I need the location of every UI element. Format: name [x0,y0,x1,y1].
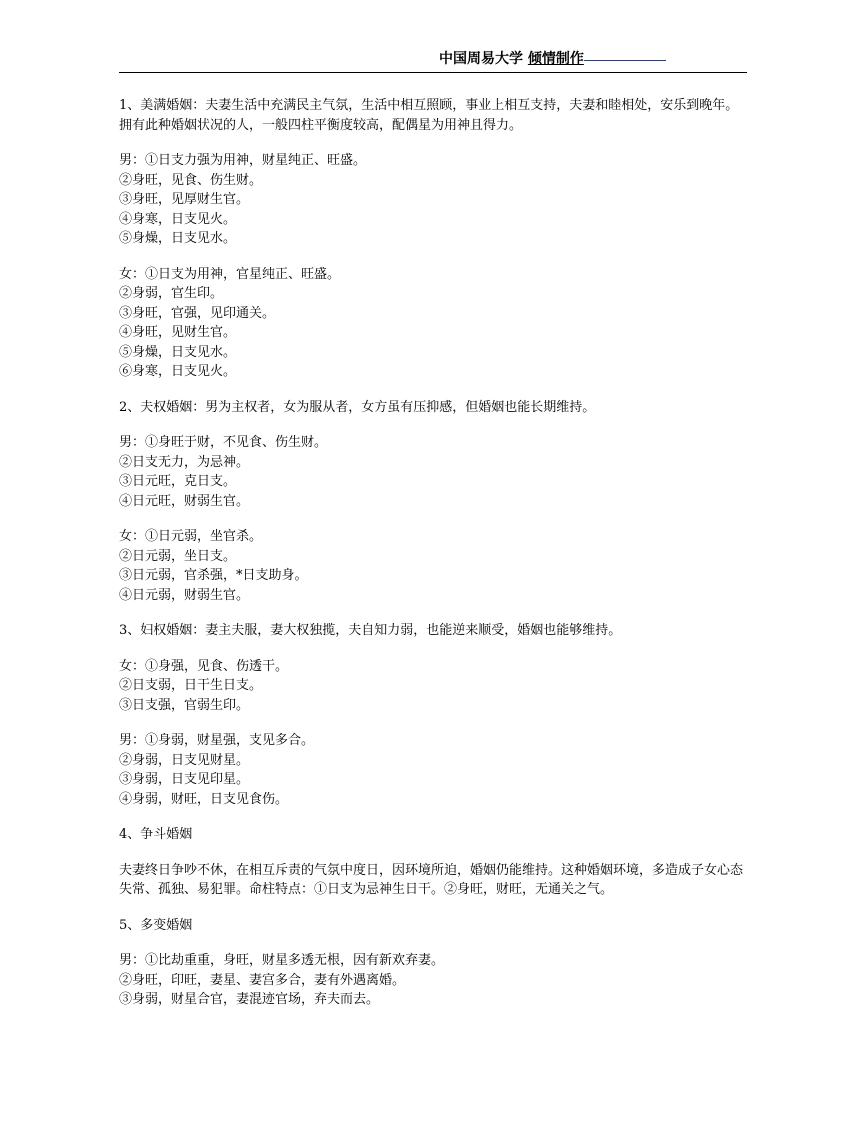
s1-female-line-1: 女：①日支为用神，官星纯正、旺盛。 [119,266,341,282]
s1-female-line-5: ⑤身燥，日支见水。 [119,344,237,360]
s1-female-line-2: ②身弱，官生印。 [119,286,224,301]
spacer [119,249,747,265]
s3-female-line-3: ③日支强，官弱生印。 [119,697,250,713]
s2-female-line-1: 女：①日元弱，坐官杀。 [119,529,263,544]
s3-female-line-2: ②日支弱，日干生日支。 [119,678,263,693]
s1-male-line-4: ④身寒，日支见火。 [119,211,237,227]
spacer [119,382,747,398]
spacer [119,417,747,433]
s3-male-line-3: ③身弱，日支见印星。 [119,772,250,787]
s2-male-line-2: ②日支无力，为忌神。 [119,454,250,470]
s2-male-line-1: 男：①身旺于财，不见食、伤生财。 [119,435,328,450]
s2-male-line-3: ③日元旺，克日支。 [119,474,237,489]
s1-male-line-5: ⑤身燥，日支见水。 [119,231,237,246]
section-2-intro: 2、夫权婚姻：男为主权者，女为服从者，女方虽有压抑感，但婚姻也能长期维持。 [119,399,596,415]
s2-female-line-3: ③日元弱，官杀强，*日支助身。 [119,568,308,583]
s1-female-line-4: ④身旺，见财生官。 [119,325,237,340]
s3-male-line-2: ②身弱，日支见财星。 [119,752,250,768]
page-header [119,50,747,73]
s2-female-line-4: ④日元弱，财弱生官。 [119,587,250,603]
s1-male-line-3: ③身旺，见厚财生官。 [119,192,250,207]
section-3-intro: 3、妇权婚姻：妻主夫服，妻大权独揽，夫自知力弱，也能逆来顺受，婚姻也能够维持。 [119,623,622,638]
spacer [119,935,747,951]
spacer [119,135,747,151]
spacer [119,605,747,621]
spacer [119,809,747,825]
header-link-underline[interactable] [584,59,666,61]
s5-male-line-2: ②身旺，印旺，妻星、妻宫多合，妻有外遇离婚。 [119,972,406,988]
s1-female-line-6: ⑥身寒，日支见火。 [119,364,237,379]
document-body [119,96,747,1010]
s3-female-line-1: 女：①身强，见食、伤透干。 [119,658,289,674]
section-4-title: 4、争斗婚姻 [119,827,193,842]
spacer [119,845,747,861]
section-4-body: 夫妻终日争吵不休，在相互斥责的气氛中度日，因环境所迫，婚姻仍能维持。这种婚姻环境，多造成子女心态失常、孤独、易犯罪。命柱特点：①日支为忌神生日干。②身旺，财旺，无通关之气。 [119,862,744,897]
s1-female-line-3: ③身旺，官强，见印通关。 [119,305,276,321]
spacer [119,511,747,527]
header-university: 中国周易大学 [439,51,523,67]
s2-male-line-4: ④日元旺，财弱生官。 [119,493,250,509]
s1-male-line-1: 男：①日支力强为用神，财星纯正、旺盛。 [119,153,367,168]
section-5-title: 5、多变婚姻 [119,917,193,933]
spacer [119,715,747,731]
s5-male-line-1: 男：①比劫重重，身旺，财星多透无根，因有新欢弃妻。 [119,953,445,968]
spacer [119,641,747,657]
header-title [439,50,666,68]
s5-male-line-3: ③身弱，财星合官，妻混迹官场，弃夫而去。 [119,992,380,1007]
section-1-intro: 1、美满婚姻：夫妻生活中充满民主气氛，生活中相互照顾，事业上相互支持，夫妻和睦相处，安乐到晚年。拥有此种婚姻状况的人，一般四柱平衡度较高，配偶星为用神且得力。 [119,98,739,133]
header-author: 倾情制作 [527,51,584,67]
s1-male-line-2: ②身旺，见食、伤生财。 [119,172,263,188]
s2-female-line-2: ②日元弱，坐日支。 [119,548,237,564]
s3-male-line-1: 男：①身弱，财星强，支见多合。 [119,733,315,748]
s3-male-line-4: ④身弱，财旺，日支见食伤。 [119,791,289,807]
spacer [119,900,747,916]
